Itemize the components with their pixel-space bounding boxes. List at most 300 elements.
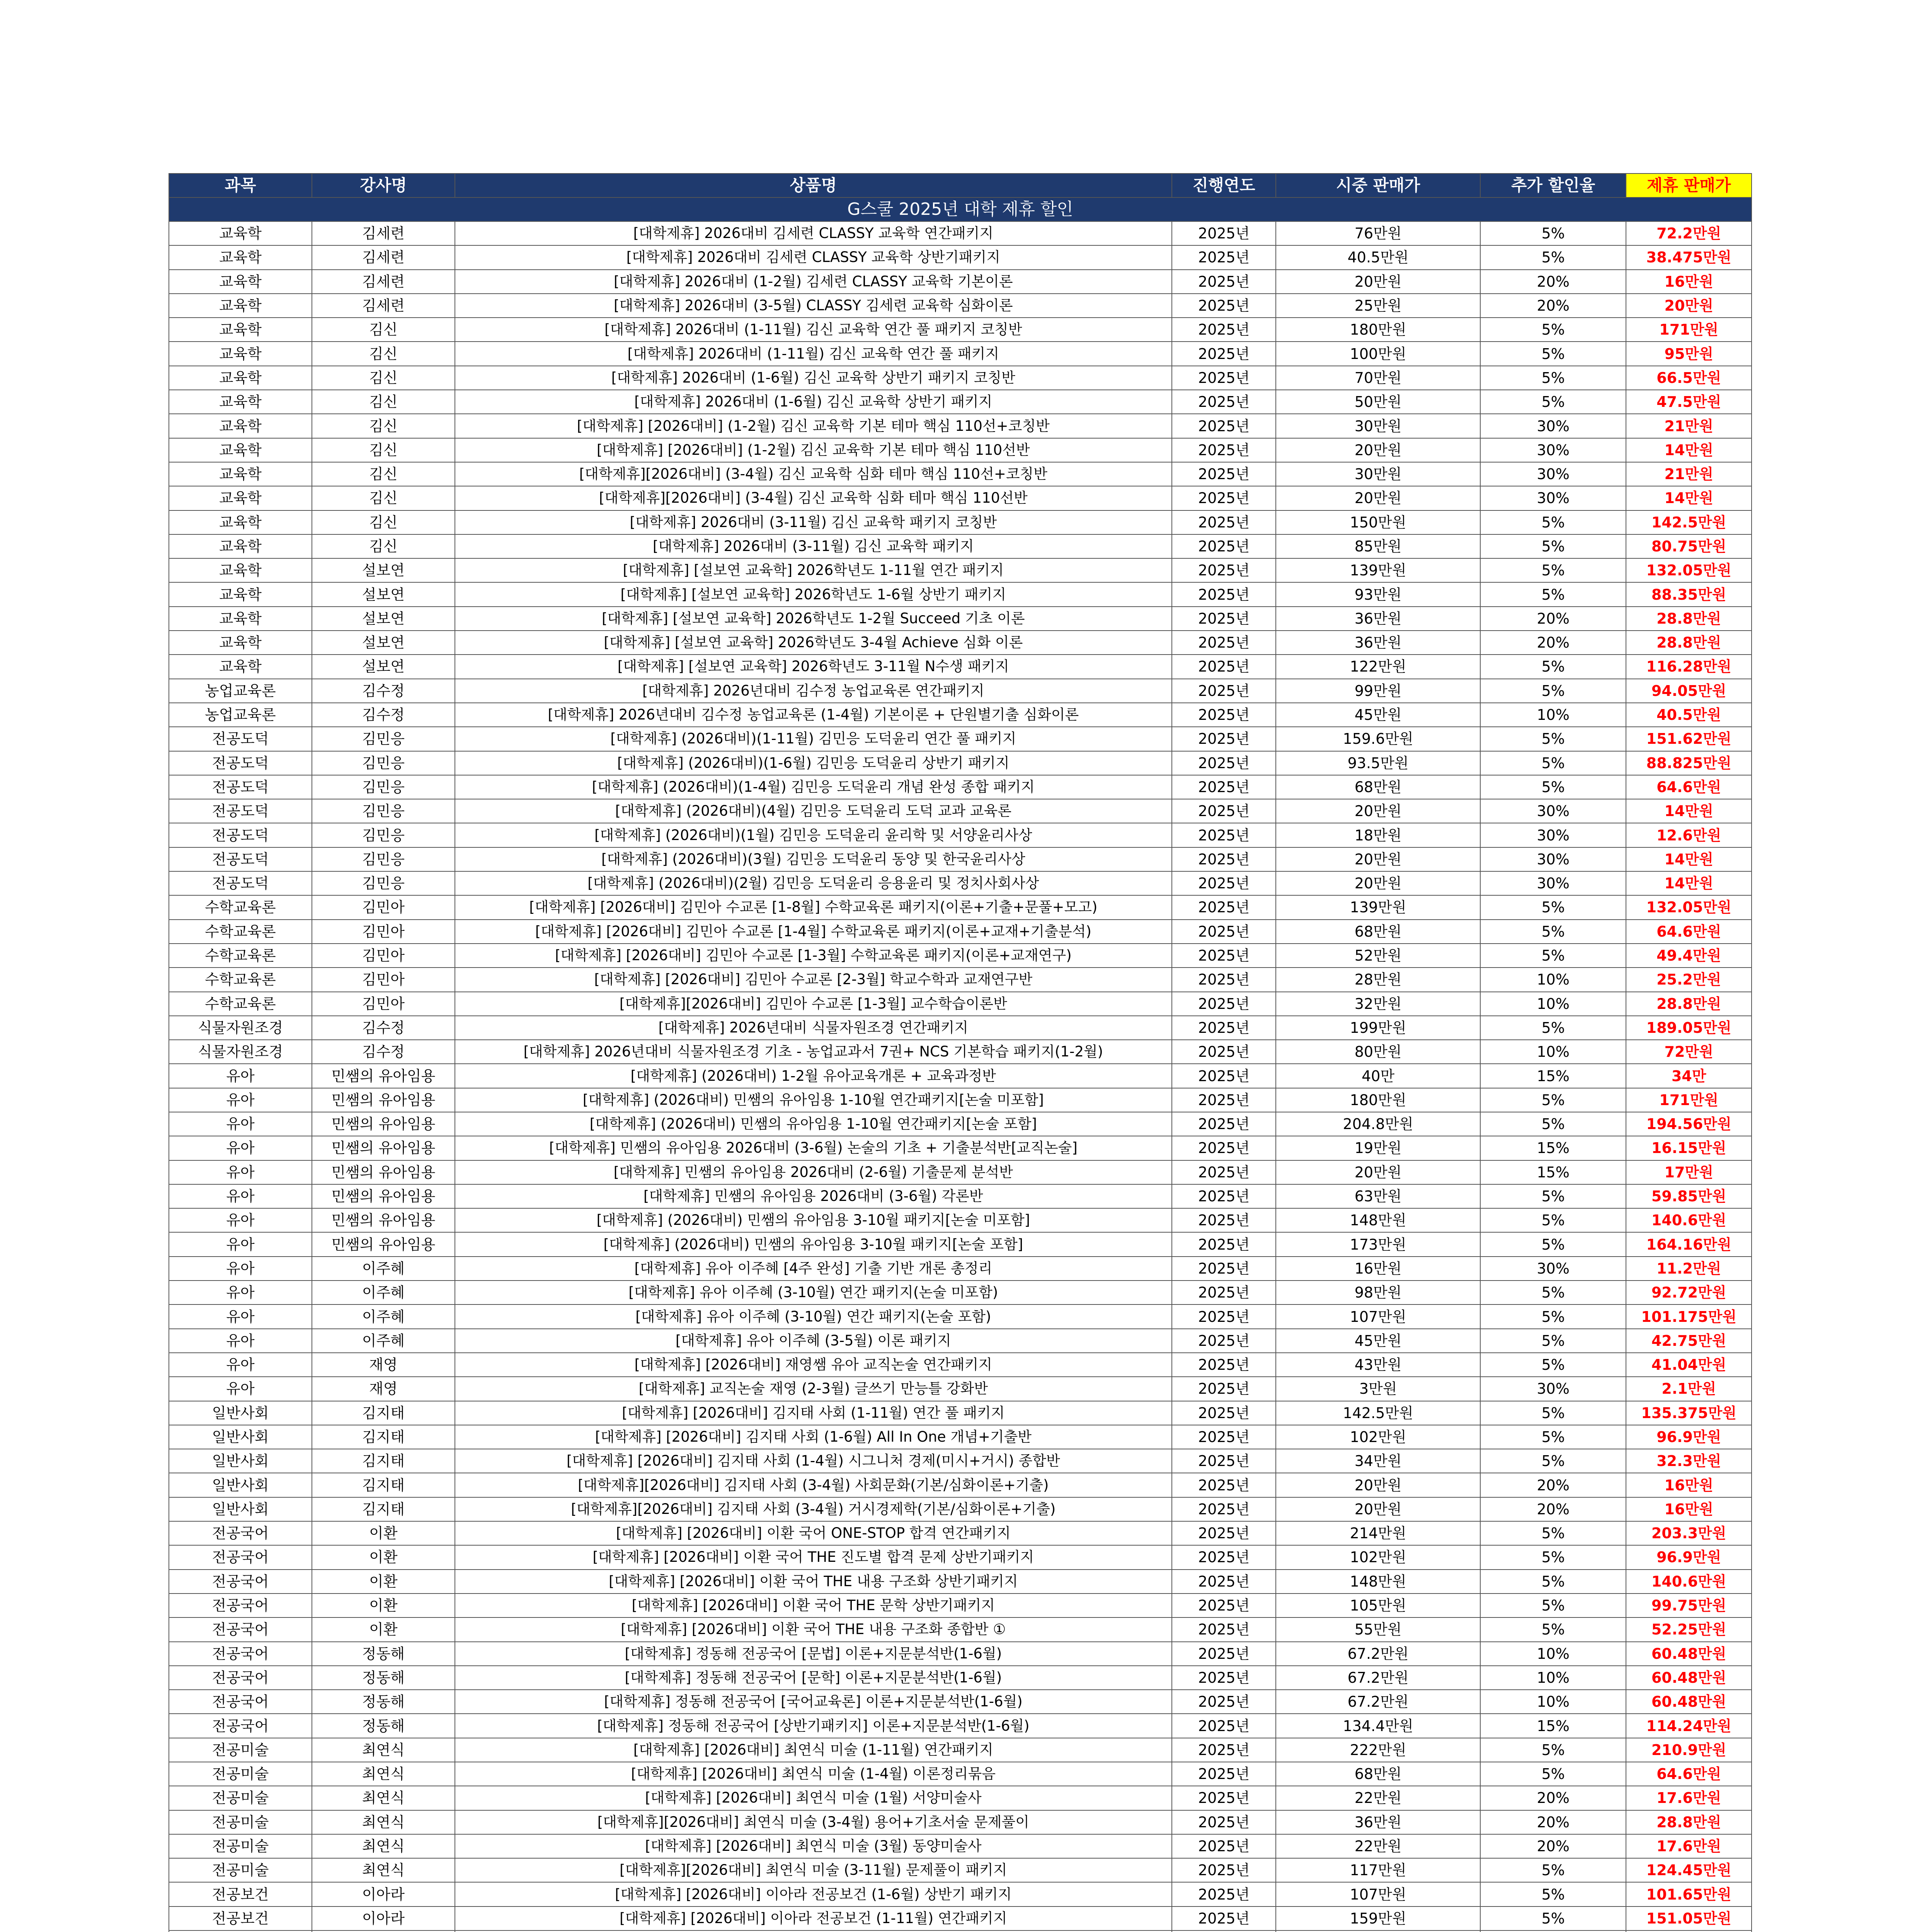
discount-table bbox=[169, 173, 1752, 1932]
cell-discount-rate: 30% bbox=[1480, 799, 1626, 823]
cell-discount-rate: 5% bbox=[1480, 1088, 1626, 1112]
cell-subject: 수학교육론 bbox=[169, 895, 312, 919]
cell-discount-rate: 5% bbox=[1480, 1738, 1626, 1762]
cell-product: [대학제휴] 유아 이주혜 [4주 완성] 기출 기반 개론 총정리 bbox=[455, 1257, 1172, 1281]
cell-partner-price: 14만원 bbox=[1626, 847, 1752, 871]
table-row bbox=[169, 1425, 1752, 1449]
cell-instructor: 김신 bbox=[312, 318, 455, 342]
cell-partner-price: 114.24만원 bbox=[1626, 1714, 1752, 1738]
cell-product: [대학제휴] [2026대비] 이환 국어 THE 내용 구조화 종합반 ① bbox=[455, 1617, 1172, 1641]
cell-partner-price: 16만원 bbox=[1626, 1473, 1752, 1497]
cell-product: [대학제휴] 정동해 전공국어 [상반기패키지] 이론+지문분석반(1-6월) bbox=[455, 1714, 1172, 1738]
table-row bbox=[169, 703, 1752, 727]
cell-discount-rate: 5% bbox=[1480, 1545, 1626, 1569]
cell-product: [대학제휴] (2026대비) 민쌤의 유아임용 3-10월 패키지[논술 포함] bbox=[455, 1232, 1172, 1256]
title-section bbox=[169, 197, 1752, 221]
cell-partner-price: 171만원 bbox=[1626, 318, 1752, 342]
cell-year: 2025년 bbox=[1172, 582, 1276, 606]
cell-year: 2025년 bbox=[1172, 655, 1276, 679]
cell-instructor: 설보연 bbox=[312, 631, 455, 655]
cell-partner-price: 92.72만원 bbox=[1626, 1281, 1752, 1304]
cell-discount-rate: 10% bbox=[1480, 992, 1626, 1016]
cell-product: [대학제휴] 2026대비 김세련 CLASSY 교육학 상반기패키지 bbox=[455, 245, 1172, 269]
cell-year: 2025년 bbox=[1172, 1570, 1276, 1594]
cell-partner-price: 132.05만원 bbox=[1626, 558, 1752, 582]
cell-instructor bbox=[312, 1930, 455, 1932]
cell-year: 2025년 bbox=[1172, 1786, 1276, 1810]
cell-partner-price: 28.8만원 bbox=[1626, 992, 1752, 1016]
cell-partner-price: 25.2만원 bbox=[1626, 968, 1752, 992]
cell-subject: 교육학 bbox=[169, 582, 312, 606]
table-row bbox=[169, 1714, 1752, 1738]
cell-year: 2025년 bbox=[1172, 1497, 1276, 1521]
table-row bbox=[169, 270, 1752, 294]
cell-discount-rate: 20% bbox=[1480, 1786, 1626, 1810]
col-header-instructor: 강사명 bbox=[312, 173, 455, 197]
cell-list-price: 93.5만원 bbox=[1276, 751, 1480, 775]
cell-product: [대학제휴] 2026년대비 김수정 농업교육론 연간패키지 bbox=[455, 679, 1172, 703]
cell-list-price: 107만원 bbox=[1276, 1882, 1480, 1906]
cell-list-price bbox=[1276, 1930, 1480, 1932]
cell-instructor: 김신 bbox=[312, 390, 455, 414]
cell-discount-rate: 5% bbox=[1480, 1016, 1626, 1040]
cell-subject: 전공보건 bbox=[169, 1882, 312, 1906]
cell-discount-rate: 5% bbox=[1480, 1208, 1626, 1232]
cell-discount-rate: 5% bbox=[1480, 1184, 1626, 1208]
cell-list-price: 102만원 bbox=[1276, 1425, 1480, 1449]
table-row bbox=[169, 582, 1752, 606]
cell-discount-rate: 30% bbox=[1480, 486, 1626, 510]
cell-discount-rate: 5% bbox=[1480, 1401, 1626, 1425]
cell-subject: 전공국어 bbox=[169, 1545, 312, 1569]
cell-list-price: 98만원 bbox=[1276, 1281, 1480, 1304]
cell-list-price: 142.5만원 bbox=[1276, 1401, 1480, 1425]
cell-subject: 전공국어 bbox=[169, 1714, 312, 1738]
cell-partner-price: 21만원 bbox=[1626, 462, 1752, 486]
cell-instructor: 이환 bbox=[312, 1570, 455, 1594]
table-row bbox=[169, 221, 1752, 245]
cell-instructor: 김신 bbox=[312, 486, 455, 510]
cell-year: 2025년 bbox=[1172, 1473, 1276, 1497]
cell-discount-rate: 5% bbox=[1480, 1882, 1626, 1906]
cell-instructor: 민쌤의 유아임용 bbox=[312, 1088, 455, 1112]
cell-year: 2025년 bbox=[1172, 1208, 1276, 1232]
table-row bbox=[169, 823, 1752, 847]
cell-year: 2025년 bbox=[1172, 221, 1276, 245]
col-header-discount-rate: 추가 할인율 bbox=[1480, 173, 1626, 197]
table-row bbox=[169, 1497, 1752, 1521]
cell-instructor: 김지태 bbox=[312, 1473, 455, 1497]
cell-list-price: 117만원 bbox=[1276, 1858, 1480, 1882]
cell-year: 2025년 bbox=[1172, 823, 1276, 847]
cell-product: [대학제휴] 2026년대비 식물자원조경 연간패키지 bbox=[455, 1016, 1172, 1040]
cell-product: [대학제휴] 민쌤의 유아임용 2026대비 (3-6월) 각론반 bbox=[455, 1184, 1172, 1208]
cell-year: 2025년 bbox=[1172, 1882, 1276, 1906]
cell-list-price: 52만원 bbox=[1276, 944, 1480, 968]
cell-product: [대학제휴] 2026대비 (1-11월) 김신 교육학 연간 풀 패키지 bbox=[455, 342, 1172, 366]
cell-subject: 유아 bbox=[169, 1208, 312, 1232]
cell-year: 2025년 bbox=[1172, 1906, 1276, 1930]
cell-subject: 전공도덕 bbox=[169, 727, 312, 751]
cell-list-price: 134.4만원 bbox=[1276, 1714, 1480, 1738]
cell-partner-price: 135.375만원 bbox=[1626, 1401, 1752, 1425]
cell-instructor: 김수정 bbox=[312, 679, 455, 703]
cell-subject: 교육학 bbox=[169, 534, 312, 558]
cell-product: [대학제휴] (2026대비) 민쌤의 유아임용 3-10월 패키지[논술 미포함] bbox=[455, 1208, 1172, 1232]
cell-year: 2025년 bbox=[1172, 944, 1276, 968]
cell-year: 2025년 bbox=[1172, 679, 1276, 703]
cell-subject: 전공국어 bbox=[169, 1666, 312, 1690]
cell-discount-rate: 20% bbox=[1480, 1834, 1626, 1858]
cell-discount-rate: 10% bbox=[1480, 968, 1626, 992]
table-row bbox=[169, 1930, 1752, 1932]
cell-instructor: 김신 bbox=[312, 534, 455, 558]
cell-list-price: 34만원 bbox=[1276, 1449, 1480, 1473]
cell-discount-rate: 5% bbox=[1480, 944, 1626, 968]
cell-year: 2025년 bbox=[1172, 558, 1276, 582]
cell-subject: 유아 bbox=[169, 1088, 312, 1112]
cell-product: [대학제휴] [2026대비] 김지태 사회 (1-4월) 시그니처 경제(미시+거시) 종합반 bbox=[455, 1449, 1172, 1473]
cell-year: 2025년 bbox=[1172, 1762, 1276, 1786]
cell-product: [대학제휴][2026대비] 김민아 수교론 [1-3월] 교수학습이론반 bbox=[455, 992, 1172, 1016]
cell-instructor: 설보연 bbox=[312, 607, 455, 631]
table-row bbox=[169, 968, 1752, 992]
cell-product: [대학제휴][2026대비] (3-4월) 김신 교육학 심화 테마 핵심 110선반 bbox=[455, 486, 1172, 510]
cell-partner-price: 34만 bbox=[1626, 1064, 1752, 1088]
cell-discount-rate: 20% bbox=[1480, 270, 1626, 294]
cell-discount-rate: 10% bbox=[1480, 1642, 1626, 1666]
cell-product: [대학제휴][2026대비] 최연식 미술 (3-4월) 용어+기초서술 문제풀이 bbox=[455, 1810, 1172, 1834]
cell-discount-rate: 30% bbox=[1480, 871, 1626, 895]
cell-year: 2025년 bbox=[1172, 366, 1276, 390]
cell-product: [대학제휴] 2026대비 (1-2월) 김세련 CLASSY 교육학 기본이론 bbox=[455, 270, 1172, 294]
cell-discount-rate: 20% bbox=[1480, 1473, 1626, 1497]
cell-instructor: 정동해 bbox=[312, 1690, 455, 1714]
cell-list-price: 99만원 bbox=[1276, 679, 1480, 703]
cell-instructor: 김지태 bbox=[312, 1401, 455, 1425]
cell-partner-price: 20만원 bbox=[1626, 294, 1752, 318]
table-row bbox=[169, 871, 1752, 895]
cell-instructor: 이주혜 bbox=[312, 1304, 455, 1328]
cell-year: 2025년 bbox=[1172, 510, 1276, 534]
cell-subject: 교육학 bbox=[169, 294, 312, 318]
table-row bbox=[169, 510, 1752, 534]
cell-partner-price: 88.825만원 bbox=[1626, 751, 1752, 775]
cell-year: 2025년 bbox=[1172, 631, 1276, 655]
cell-partner-price: 88.35만원 bbox=[1626, 582, 1752, 606]
cell-year: 2025년 bbox=[1172, 1304, 1276, 1328]
cell-discount-rate: 20% bbox=[1480, 1810, 1626, 1834]
cell-discount-rate: 20% bbox=[1480, 294, 1626, 318]
cell-discount-rate: 5% bbox=[1480, 1281, 1626, 1304]
cell-list-price: 180만원 bbox=[1276, 1088, 1480, 1112]
cell-year: 2025년 bbox=[1172, 1738, 1276, 1762]
cell-partner-price: 14만원 bbox=[1626, 871, 1752, 895]
cell-instructor: 정동해 bbox=[312, 1642, 455, 1666]
cell-list-price: 68만원 bbox=[1276, 920, 1480, 944]
cell-product: [대학제휴] [2026대비] 김민아 수교론 [1-3월] 수학교육론 패키지(이론+교재연구) bbox=[455, 944, 1172, 968]
cell-instructor: 김수정 bbox=[312, 1040, 455, 1064]
cell-instructor: 민쌤의 유아임용 bbox=[312, 1136, 455, 1160]
cell-partner-price: 14만원 bbox=[1626, 438, 1752, 462]
cell-instructor: 재영 bbox=[312, 1353, 455, 1377]
table-row bbox=[169, 1304, 1752, 1328]
cell-discount-rate: 20% bbox=[1480, 1497, 1626, 1521]
cell-discount-rate: 5% bbox=[1480, 1425, 1626, 1449]
cell-partner-price: 210.9만원 bbox=[1626, 1738, 1752, 1762]
cell-list-price: 50만원 bbox=[1276, 390, 1480, 414]
cell-subject: 유아 bbox=[169, 1377, 312, 1401]
cell-instructor: 정동해 bbox=[312, 1666, 455, 1690]
table-row bbox=[169, 342, 1752, 366]
cell-subject: 유아 bbox=[169, 1304, 312, 1328]
col-header-product: 상품명 bbox=[455, 173, 1172, 197]
cell-discount-rate: 30% bbox=[1480, 847, 1626, 871]
cell-subject: 수학교육론 bbox=[169, 968, 312, 992]
cell-instructor: 민쌤의 유아임용 bbox=[312, 1160, 455, 1184]
cell-discount-rate: 5% bbox=[1480, 1858, 1626, 1882]
cell-partner-price: 140.6만원 bbox=[1626, 1570, 1752, 1594]
cell-discount-rate: 10% bbox=[1480, 703, 1626, 727]
table-row bbox=[169, 992, 1752, 1016]
cell-discount-rate: 15% bbox=[1480, 1714, 1626, 1738]
cell-discount-rate: 30% bbox=[1480, 1257, 1626, 1281]
cell-partner-price: 16.15만원 bbox=[1626, 1136, 1752, 1160]
table-row bbox=[169, 1545, 1752, 1569]
table-row bbox=[169, 486, 1752, 510]
cell-subject: 교육학 bbox=[169, 390, 312, 414]
cell-list-price: 148만원 bbox=[1276, 1208, 1480, 1232]
cell-subject: 교육학 bbox=[169, 655, 312, 679]
cell-year: 2025년 bbox=[1172, 270, 1276, 294]
cell-discount-rate: 5% bbox=[1480, 920, 1626, 944]
cell-instructor: 김수정 bbox=[312, 703, 455, 727]
cell-instructor: 김세련 bbox=[312, 221, 455, 245]
cell-subject: 전공미술 bbox=[169, 1786, 312, 1810]
cell-subject: 식물자원조경 bbox=[169, 1016, 312, 1040]
cell-year: 2025년 bbox=[1172, 1377, 1276, 1401]
cell-year: 2025년 bbox=[1172, 751, 1276, 775]
cell-product: [대학제휴] 교직논술 재영 (2-3월) 글쓰기 만능틀 강화반 bbox=[455, 1377, 1172, 1401]
cell-year: 2025년 bbox=[1172, 847, 1276, 871]
cell-discount-rate: 5% bbox=[1480, 534, 1626, 558]
cell-subject: 수학교육론 bbox=[169, 920, 312, 944]
cell-instructor: 최연식 bbox=[312, 1786, 455, 1810]
table-row bbox=[169, 1858, 1752, 1882]
table-row bbox=[169, 462, 1752, 486]
cell-subject: 전공국어 bbox=[169, 1642, 312, 1666]
cell-discount-rate: 5% bbox=[1480, 318, 1626, 342]
table-row bbox=[169, 1521, 1752, 1545]
cell-partner-price bbox=[1626, 1930, 1752, 1932]
cell-instructor: 김민응 bbox=[312, 847, 455, 871]
cell-year: 2025년 bbox=[1172, 294, 1276, 318]
cell-discount-rate: 5% bbox=[1480, 582, 1626, 606]
cell-subject: 전공미술 bbox=[169, 1858, 312, 1882]
cell-product: [대학제휴] (2026대비) 민쌤의 유아임용 1-10월 연간패키지[논술 포함] bbox=[455, 1112, 1172, 1136]
cell-year: 2025년 bbox=[1172, 1521, 1276, 1545]
cell-instructor: 이환 bbox=[312, 1617, 455, 1641]
cell-year: 2025년 bbox=[1172, 775, 1276, 799]
cell-partner-price: 32.3만원 bbox=[1626, 1449, 1752, 1473]
cell-subject: 농업교육론 bbox=[169, 679, 312, 703]
cell-product: [대학제휴] (2026대비)(3월) 김민응 도덕윤리 동양 및 한국윤리사상 bbox=[455, 847, 1172, 871]
cell-year: 2025년 bbox=[1172, 1353, 1276, 1377]
cell-partner-price: 60.48만원 bbox=[1626, 1642, 1752, 1666]
cell-list-price: 19만원 bbox=[1276, 1136, 1480, 1160]
cell-product: [대학제휴] [2026대비] 이환 국어 ONE-STOP 합격 연간패키지 bbox=[455, 1521, 1172, 1545]
cell-year: 2025년 bbox=[1172, 703, 1276, 727]
cell-subject: 전공국어 bbox=[169, 1521, 312, 1545]
cell-discount-rate: 5% bbox=[1480, 1232, 1626, 1256]
cell-product: [대학제휴] [설보연 교육학] 2026학년도 1-11월 연간 패키지 bbox=[455, 558, 1172, 582]
table-row bbox=[169, 245, 1752, 269]
cell-subject: 전공미술 bbox=[169, 1810, 312, 1834]
cell-partner-price: 41.04만원 bbox=[1626, 1353, 1752, 1377]
cell-partner-price: 124.45만원 bbox=[1626, 1858, 1752, 1882]
cell-product: [대학제휴] [2026대비] 최연식 미술 (3월) 동양미술사 bbox=[455, 1834, 1172, 1858]
cell-product: [대학제휴] (2026대비)(1-11월) 김민응 도덕윤리 연간 풀 패키지 bbox=[455, 727, 1172, 751]
cell-list-price: 159만원 bbox=[1276, 1906, 1480, 1930]
cell-subject: 수학교육론 bbox=[169, 944, 312, 968]
cell-discount-rate: 5% bbox=[1480, 679, 1626, 703]
cell-year: 2025년 bbox=[1172, 1088, 1276, 1112]
table-row bbox=[169, 1449, 1752, 1473]
cell-subject: 전공미술 bbox=[169, 1762, 312, 1786]
cell-discount-rate: 5% bbox=[1480, 1570, 1626, 1594]
table-row bbox=[169, 1281, 1752, 1304]
cell-product: [대학제휴] [2026대비] 김지태 사회 (1-6월) All In One 개념+기출반 bbox=[455, 1425, 1172, 1449]
cell-year: 2025년 bbox=[1172, 871, 1276, 895]
cell-list-price: 45만원 bbox=[1276, 703, 1480, 727]
cell-product: [대학제휴] 민쌤의 유아임용 2026대비 (3-6월) 논술의 기초 + 기출분석반[교직논술] bbox=[455, 1136, 1172, 1160]
cell-discount-rate: 10% bbox=[1480, 1040, 1626, 1064]
table-row bbox=[169, 1016, 1752, 1040]
cell-year: 2025년 bbox=[1172, 1617, 1276, 1641]
cell-partner-price: 142.5만원 bbox=[1626, 510, 1752, 534]
table-row bbox=[169, 1377, 1752, 1401]
table-row bbox=[169, 631, 1752, 655]
cell-instructor: 김신 bbox=[312, 342, 455, 366]
table-row bbox=[169, 1786, 1752, 1810]
cell-partner-price: 194.56만원 bbox=[1626, 1112, 1752, 1136]
cell-subject: 교육학 bbox=[169, 414, 312, 438]
cell-instructor: 김신 bbox=[312, 414, 455, 438]
cell-subject: 전공도덕 bbox=[169, 799, 312, 823]
cell-partner-price: 14만원 bbox=[1626, 486, 1752, 510]
cell-year: 2025년 bbox=[1172, 607, 1276, 631]
cell-product: [대학제휴] (2026대비) 민쌤의 유아임용 1-10월 연간패키지[논술 미포함] bbox=[455, 1088, 1172, 1112]
cell-subject: 수학교육론 bbox=[169, 992, 312, 1016]
table-row bbox=[169, 847, 1752, 871]
cell-instructor: 최연식 bbox=[312, 1762, 455, 1786]
table-row bbox=[169, 1882, 1752, 1906]
cell-list-price: 107만원 bbox=[1276, 1304, 1480, 1328]
cell-partner-price: 99.75만원 bbox=[1626, 1594, 1752, 1617]
cell-list-price: 20만원 bbox=[1276, 486, 1480, 510]
cell-subject: 일반사회 bbox=[169, 1497, 312, 1521]
cell-instructor: 김지태 bbox=[312, 1425, 455, 1449]
cell-list-price: 22만원 bbox=[1276, 1834, 1480, 1858]
table-row bbox=[169, 1810, 1752, 1834]
cell-list-price: 20만원 bbox=[1276, 270, 1480, 294]
cell-partner-price: 52.25만원 bbox=[1626, 1617, 1752, 1641]
cell-subject: 일반사회 bbox=[169, 1449, 312, 1473]
cell-instructor: 이주혜 bbox=[312, 1329, 455, 1353]
table-row bbox=[169, 1594, 1752, 1617]
cell-subject: 교육학 bbox=[169, 342, 312, 366]
cell-discount-rate: 5% bbox=[1480, 342, 1626, 366]
cell-discount-rate: 5% bbox=[1480, 245, 1626, 269]
table-body bbox=[169, 221, 1752, 1932]
cell-discount-rate: 5% bbox=[1480, 1449, 1626, 1473]
cell-year: 2025년 bbox=[1172, 895, 1276, 919]
table-row bbox=[169, 655, 1752, 679]
cell-partner-price: 59.85만원 bbox=[1626, 1184, 1752, 1208]
cell-product: [대학제휴] 2026대비 (1-6월) 김신 교육학 상반기 패키지 코칭반 bbox=[455, 366, 1172, 390]
cell-year: 2025년 bbox=[1172, 1016, 1276, 1040]
cell-list-price: 70만원 bbox=[1276, 366, 1480, 390]
cell-year: 2025년 bbox=[1172, 1329, 1276, 1353]
cell-discount-rate: 5% bbox=[1480, 510, 1626, 534]
cell-discount-rate: 5% bbox=[1480, 558, 1626, 582]
cell-discount-rate: 5% bbox=[1480, 1521, 1626, 1545]
table-row bbox=[169, 895, 1752, 919]
cell-discount-rate: 20% bbox=[1480, 631, 1626, 655]
cell-list-price: 159.6만원 bbox=[1276, 727, 1480, 751]
cell-subject: 유아 bbox=[169, 1232, 312, 1256]
cell-instructor: 이환 bbox=[312, 1594, 455, 1617]
cell-discount-rate: 10% bbox=[1480, 1690, 1626, 1714]
cell-product: [대학제휴] [2026대비] 최연식 미술 (1-4월) 이론정리묶음 bbox=[455, 1762, 1172, 1786]
cell-list-price: 67.2만원 bbox=[1276, 1690, 1480, 1714]
cell-instructor: 민쌤의 유아임용 bbox=[312, 1208, 455, 1232]
cell-list-price: 20만원 bbox=[1276, 1473, 1480, 1497]
cell-subject: 전공도덕 bbox=[169, 775, 312, 799]
cell-product: [대학제휴] (2026대비) 1-2월 유아교육개론 + 교육과정반 bbox=[455, 1064, 1172, 1088]
cell-discount-rate: 5% bbox=[1480, 221, 1626, 245]
cell-product: [대학제휴] 유아 이주혜 (3-10월) 연간 패키지(논술 미포함) bbox=[455, 1281, 1172, 1304]
cell-subject: 유아 bbox=[169, 1329, 312, 1353]
col-header-list-price: 시중 판매가 bbox=[1276, 173, 1480, 197]
cell-instructor: 민쌤의 유아임용 bbox=[312, 1184, 455, 1208]
cell-list-price: 3만원 bbox=[1276, 1377, 1480, 1401]
cell-instructor: 이아라 bbox=[312, 1906, 455, 1930]
cell-list-price: 55만원 bbox=[1276, 1617, 1480, 1641]
header-row bbox=[169, 173, 1752, 197]
cell-partner-price: 95만원 bbox=[1626, 342, 1752, 366]
cell-year: 2025년 bbox=[1172, 1714, 1276, 1738]
table-row bbox=[169, 294, 1752, 318]
table-row bbox=[169, 1473, 1752, 1497]
cell-discount-rate: 5% bbox=[1480, 1112, 1626, 1136]
cell-partner-price: 42.75만원 bbox=[1626, 1329, 1752, 1353]
cell-instructor: 이환 bbox=[312, 1545, 455, 1569]
cell-instructor: 김지태 bbox=[312, 1449, 455, 1473]
cell-year: 2025년 bbox=[1172, 1064, 1276, 1088]
cell-product: [대학제휴] [2026대비] 이아라 전공보건 (1-11월) 연간패키지 bbox=[455, 1906, 1172, 1930]
cell-product: [대학제휴] 정동해 전공국어 [문법] 이론+지문분석반(1-6월) bbox=[455, 1642, 1172, 1666]
table-row bbox=[169, 1738, 1752, 1762]
cell-list-price: 100만원 bbox=[1276, 342, 1480, 366]
cell-partner-price: 80.75만원 bbox=[1626, 534, 1752, 558]
cell-year: 2025년 bbox=[1172, 438, 1276, 462]
cell-year: 2025년 bbox=[1172, 390, 1276, 414]
cell-product: [대학제휴] 2026대비 김세련 CLASSY 교육학 연간패키지 bbox=[455, 221, 1172, 245]
cell-instructor: 김민아 bbox=[312, 992, 455, 1016]
cell-partner-price: 17.6만원 bbox=[1626, 1786, 1752, 1810]
cell-year: 2025년 bbox=[1172, 342, 1276, 366]
